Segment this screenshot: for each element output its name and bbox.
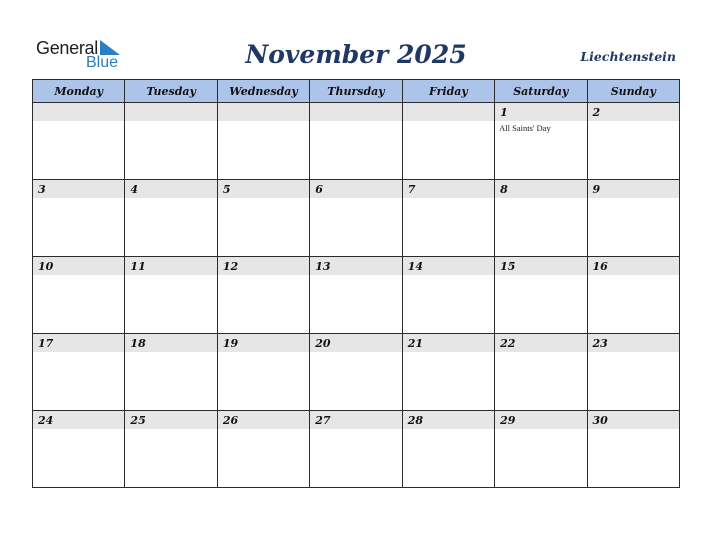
weekday-header-row: [33, 80, 680, 103]
day-number: 16: [592, 260, 608, 273]
day-cell: [33, 257, 125, 334]
day-cell: [33, 180, 125, 257]
weekday-header: Monday: [33, 80, 125, 103]
country-label: Liechtenstein: [580, 49, 676, 64]
day-cell: [402, 103, 494, 180]
day-cell: [217, 180, 309, 257]
weekday-header: Wednesday: [217, 80, 309, 103]
calendar-grid: [32, 79, 680, 488]
day-number: 30: [592, 414, 608, 427]
day-cell: [310, 257, 402, 334]
day-cell: [33, 103, 125, 180]
holiday-label: All Saints' Day: [499, 123, 551, 133]
day-number: 12: [222, 260, 239, 273]
day-number: 25: [130, 414, 146, 427]
day-cell: [310, 180, 402, 257]
day-number: 24: [38, 414, 54, 427]
day-cell: [402, 334, 494, 411]
day-number: 14: [407, 260, 423, 273]
day-number: 23: [592, 337, 608, 350]
day-cell: [310, 411, 402, 488]
day-cell: [495, 257, 587, 334]
day-cell: [217, 103, 309, 180]
day-number: 20: [315, 337, 331, 350]
day-number: 26: [222, 414, 239, 427]
day-cell: [587, 180, 679, 257]
day-cell: [587, 411, 679, 488]
day-cell: [402, 180, 494, 257]
day-number: 7: [407, 183, 416, 196]
day-cell: [125, 257, 217, 334]
day-cell: [402, 411, 494, 488]
day-number: 22: [500, 337, 516, 350]
day-number: 6: [315, 183, 323, 196]
day-cell: [217, 257, 309, 334]
day-cell: [310, 334, 402, 411]
week-row: [33, 411, 680, 488]
day-cell: [495, 411, 587, 488]
day-cell: [33, 411, 125, 488]
day-number: 5: [222, 183, 231, 196]
day-cell: [402, 257, 494, 334]
day-cell: [125, 180, 217, 257]
day-cell: [587, 334, 679, 411]
day-number: 29: [500, 414, 516, 427]
day-number: 18: [130, 337, 146, 350]
week-row: [33, 257, 680, 334]
day-number: 19: [222, 337, 239, 350]
day-cell: [217, 334, 309, 411]
day-cell: [125, 334, 217, 411]
day-number: 9: [592, 183, 601, 196]
weekday-header: Friday: [402, 80, 494, 103]
day-number: 10: [38, 260, 54, 273]
day-number: 17: [38, 337, 54, 350]
day-cell: [217, 411, 309, 488]
weekday-header: Saturday: [495, 80, 587, 103]
day-cell: [310, 103, 402, 180]
logo-text-blue: Blue: [86, 54, 119, 71]
week-row: [33, 334, 680, 411]
day-number: 11: [130, 260, 146, 273]
day-number: 15: [500, 260, 516, 273]
day-number: 3: [38, 183, 46, 196]
calendar-title: November 2025: [245, 40, 467, 69]
day-number: 21: [407, 337, 423, 350]
week-row: [33, 180, 680, 257]
logo-text-general: General: [36, 38, 98, 58]
day-number: 4: [130, 183, 139, 196]
weekday-header: Thursday: [310, 80, 402, 103]
day-cell: [495, 103, 587, 180]
day-cell: [125, 411, 217, 488]
day-number: 8: [500, 183, 508, 196]
day-number: 13: [315, 260, 331, 273]
day-number: 2: [592, 106, 601, 119]
day-cell: [125, 103, 217, 180]
weekday-header: Tuesday: [125, 80, 217, 103]
week-row: [33, 103, 680, 180]
day-cell: [587, 257, 679, 334]
weekday-header: Sunday: [587, 80, 679, 103]
day-number: 28: [407, 414, 423, 427]
day-number: 1: [500, 106, 508, 119]
day-cell: [33, 334, 125, 411]
day-number: 27: [315, 414, 331, 427]
day-cell: [587, 103, 679, 180]
day-cell: [495, 180, 587, 257]
day-cell: [495, 334, 587, 411]
